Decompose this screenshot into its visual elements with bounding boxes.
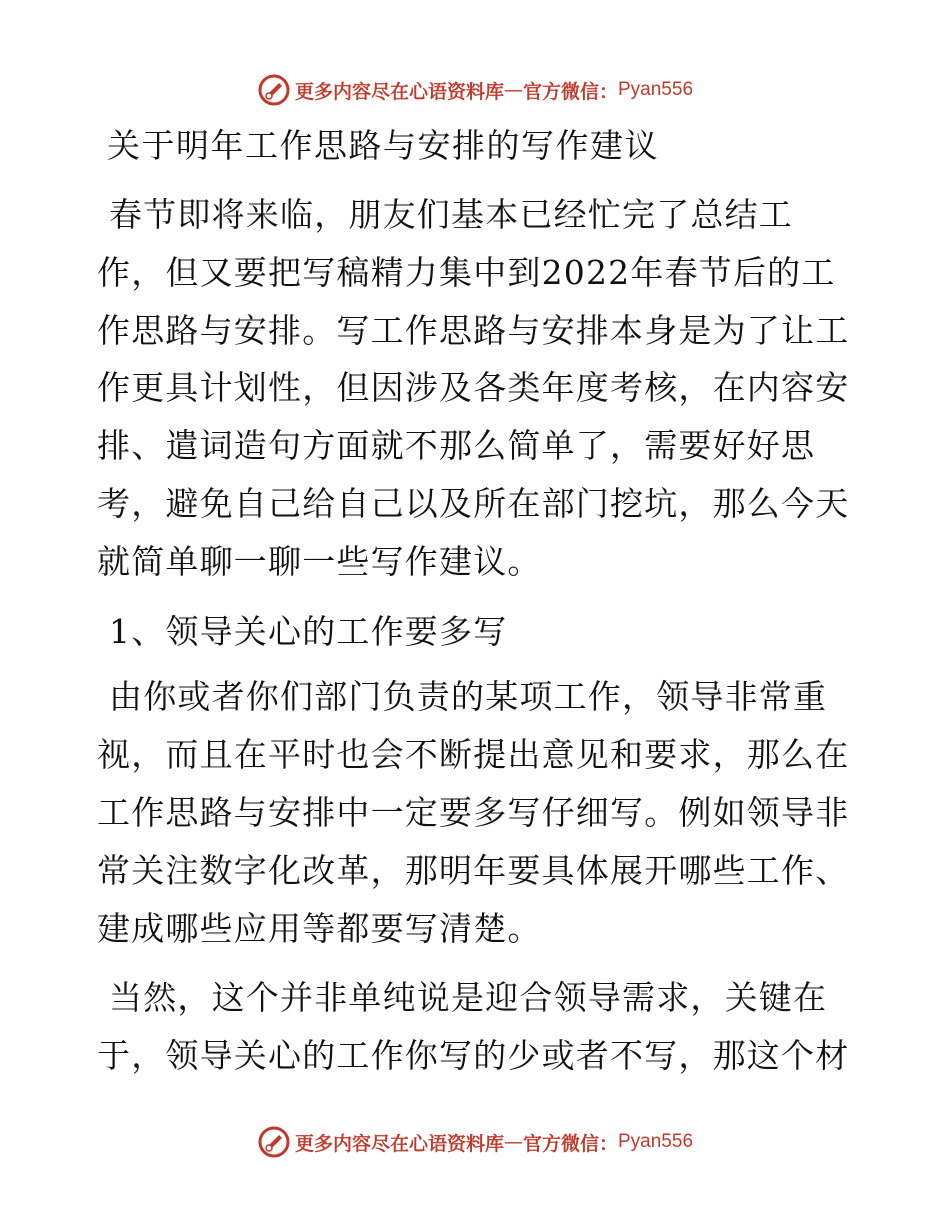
watermark-suffix: 官方微信： xyxy=(522,1132,618,1155)
watermark-logo-icon xyxy=(257,1125,291,1159)
watermark-dash: — xyxy=(503,1131,523,1153)
watermark-wechat-id: Pyan556 xyxy=(618,79,694,100)
document-title: 关于明年工作思路与安排的写作建议 xyxy=(107,126,659,165)
watermark-header xyxy=(0,70,950,110)
watermark-dash: — xyxy=(503,79,523,101)
section-heading-1: 1、领导关心的工作要多写 xyxy=(109,611,508,651)
paragraph-intro: 春节即将来临，朋友们基本已经忙完了总结工作，但又要把写稿精力集中到2022年春节后的工作思路与安排。写工作思路与安排本身是为了让工作更具计划性，但因涉及各类年度考核，在内容安排、遣词造句方面就不那么简单了，需要好好思考，避免自己给自己以及所在部门挖坑，那么今天就简单聊一聊一些写作建议。 xyxy=(97,195,850,581)
watermark-text: 更多内容尽在心语资料库 xyxy=(294,1132,504,1155)
watermark-logo-icon xyxy=(257,73,291,107)
watermark-wechat-id: Pyan556 xyxy=(618,1131,694,1152)
watermark-suffix: 官方微信： xyxy=(522,80,618,103)
paragraph-section-1-cont: 当然，这个并非单纯说是迎合领导需求，关键在于，领导关心的工作你写的少或者不写，那这个材 xyxy=(97,978,850,1076)
paragraph-section-1: 由你或者你们部门负责的某项工作，领导非常重视，而且在平时也会不断提出意见和要求，那么在工作思路与安排中一定要多写仔细写。例如领导非常关注数字化改革，那明年要具体展开哪些工作、建成哪些应用等都要写清楚。 xyxy=(97,677,850,948)
watermark-footer xyxy=(0,1122,950,1162)
document-body xyxy=(97,118,857,1097)
watermark-text: 更多内容尽在心语资料库 xyxy=(294,80,504,103)
